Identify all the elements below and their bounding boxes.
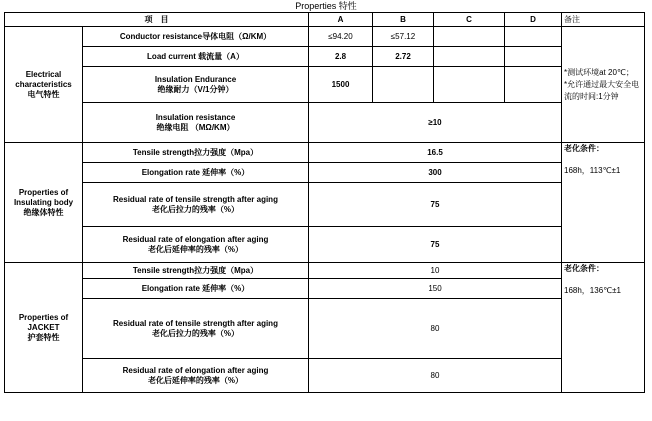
header-remark: 备注 — [562, 13, 645, 27]
remark-title: 老化条件： — [564, 264, 604, 273]
group-jacket — [5, 263, 83, 393]
header-d: D — [505, 13, 562, 27]
group-electrical — [5, 27, 83, 143]
remark-line: 168h，113℃±1 — [564, 166, 621, 175]
table-row — [5, 67, 645, 103]
value-b — [373, 67, 434, 103]
label-line: Residual rate of tensile strength after aging — [113, 318, 278, 328]
group-line: Properties of — [18, 312, 69, 322]
row-label — [83, 227, 309, 263]
label-line: 绝缘电阻 （MΩ/KM） — [156, 122, 235, 132]
row-label: Tensile strength拉力强度（Mpa） — [83, 263, 309, 279]
row-label — [83, 103, 309, 143]
label-line: 老化后延伸率的残率（%） — [147, 244, 244, 254]
value-d — [505, 47, 562, 67]
label-line: Insulation resistance — [155, 112, 236, 122]
group-line: characteristics — [15, 79, 72, 89]
row-label: Load current 载流量（A） — [83, 47, 309, 67]
label-line: Residual rate of elongation after aging — [122, 234, 269, 244]
row-label: Tensile strength拉力强度（Mpa） — [83, 143, 309, 163]
label-line: 老化后延伸率的残率（%） — [147, 375, 244, 385]
value-merged: 80 — [309, 299, 562, 359]
header-c: C — [434, 13, 505, 27]
value-b: ≤57.12 — [373, 27, 434, 47]
group-line: Properties of — [18, 187, 69, 197]
value-merged: 300 — [309, 163, 562, 183]
row-label — [83, 67, 309, 103]
table-row — [5, 359, 645, 393]
value-merged: 75 — [309, 227, 562, 263]
remark-title: 老化条件： — [564, 144, 604, 153]
row-label: Conductor resistance导体电阻（Ω/KM） — [83, 27, 309, 47]
table-row — [5, 143, 645, 163]
table-row — [5, 47, 645, 67]
header-item: 项 目 — [5, 13, 309, 27]
label-line: Residual rate of tensile strength after aging — [113, 194, 278, 204]
value-b: 2.72 — [373, 47, 434, 67]
label-line: 绝缘耐力（V/1分钟） — [157, 84, 234, 94]
group-line: 电气特性 — [27, 89, 60, 99]
remark-line: *允许通过最大安全电 — [564, 79, 640, 89]
value-a: 2.8 — [309, 47, 373, 67]
table-row — [5, 263, 645, 279]
header-a: A — [309, 13, 373, 27]
value-merged: 10 — [309, 263, 562, 279]
label-line: 老化后拉力的残率（%） — [151, 328, 240, 338]
group-line: JACKET — [27, 322, 60, 332]
value-merged: 16.5 — [309, 143, 562, 163]
value-d — [505, 27, 562, 47]
header-b: B — [373, 13, 434, 27]
value-a: ≤94.20 — [309, 27, 373, 47]
remark-jacket — [562, 263, 645, 393]
table-row — [5, 103, 645, 143]
group-line: Insulating body — [13, 197, 74, 207]
value-merged: 150 — [309, 279, 562, 299]
label-line: Insulation Endurance — [154, 74, 237, 84]
row-label — [83, 299, 309, 359]
row-label — [83, 359, 309, 393]
group-line: 绝缘体特性 — [23, 207, 64, 217]
value-c — [434, 27, 505, 47]
header-row — [5, 13, 645, 27]
remark-line: 流的时间:1分钟 — [564, 91, 619, 101]
value-c — [434, 47, 505, 67]
row-label — [83, 183, 309, 227]
row-label: Elongation rate 延伸率（%） — [83, 279, 309, 299]
value-merged: 75 — [309, 183, 562, 227]
label-line: 老化后拉力的残率（%） — [151, 204, 240, 214]
remark-insulating — [562, 143, 645, 263]
value-merged: 80 — [309, 359, 562, 393]
table-row — [5, 299, 645, 359]
table-caption: Properties 特性 — [295, 1, 357, 11]
value-merged: ≥10 — [309, 103, 562, 143]
table-row — [5, 183, 645, 227]
table-row — [5, 27, 645, 47]
value-d — [505, 67, 562, 103]
remark-line: *测试环境at 20℃； — [564, 67, 634, 77]
label-line: Residual rate of elongation after aging — [122, 365, 269, 375]
group-insulating — [5, 143, 83, 263]
properties-table — [4, 12, 645, 393]
row-label: Elongation rate 延伸率（%） — [83, 163, 309, 183]
table-row — [5, 279, 645, 299]
remark-electrical — [562, 27, 645, 143]
group-line: 护套特性 — [27, 332, 60, 342]
remark-line: 168h，136℃±1 — [564, 286, 621, 295]
value-c — [434, 67, 505, 103]
value-a: 1500 — [309, 67, 373, 103]
group-line: Electrical — [25, 69, 62, 79]
table-row — [5, 227, 645, 263]
table-row — [5, 163, 645, 183]
